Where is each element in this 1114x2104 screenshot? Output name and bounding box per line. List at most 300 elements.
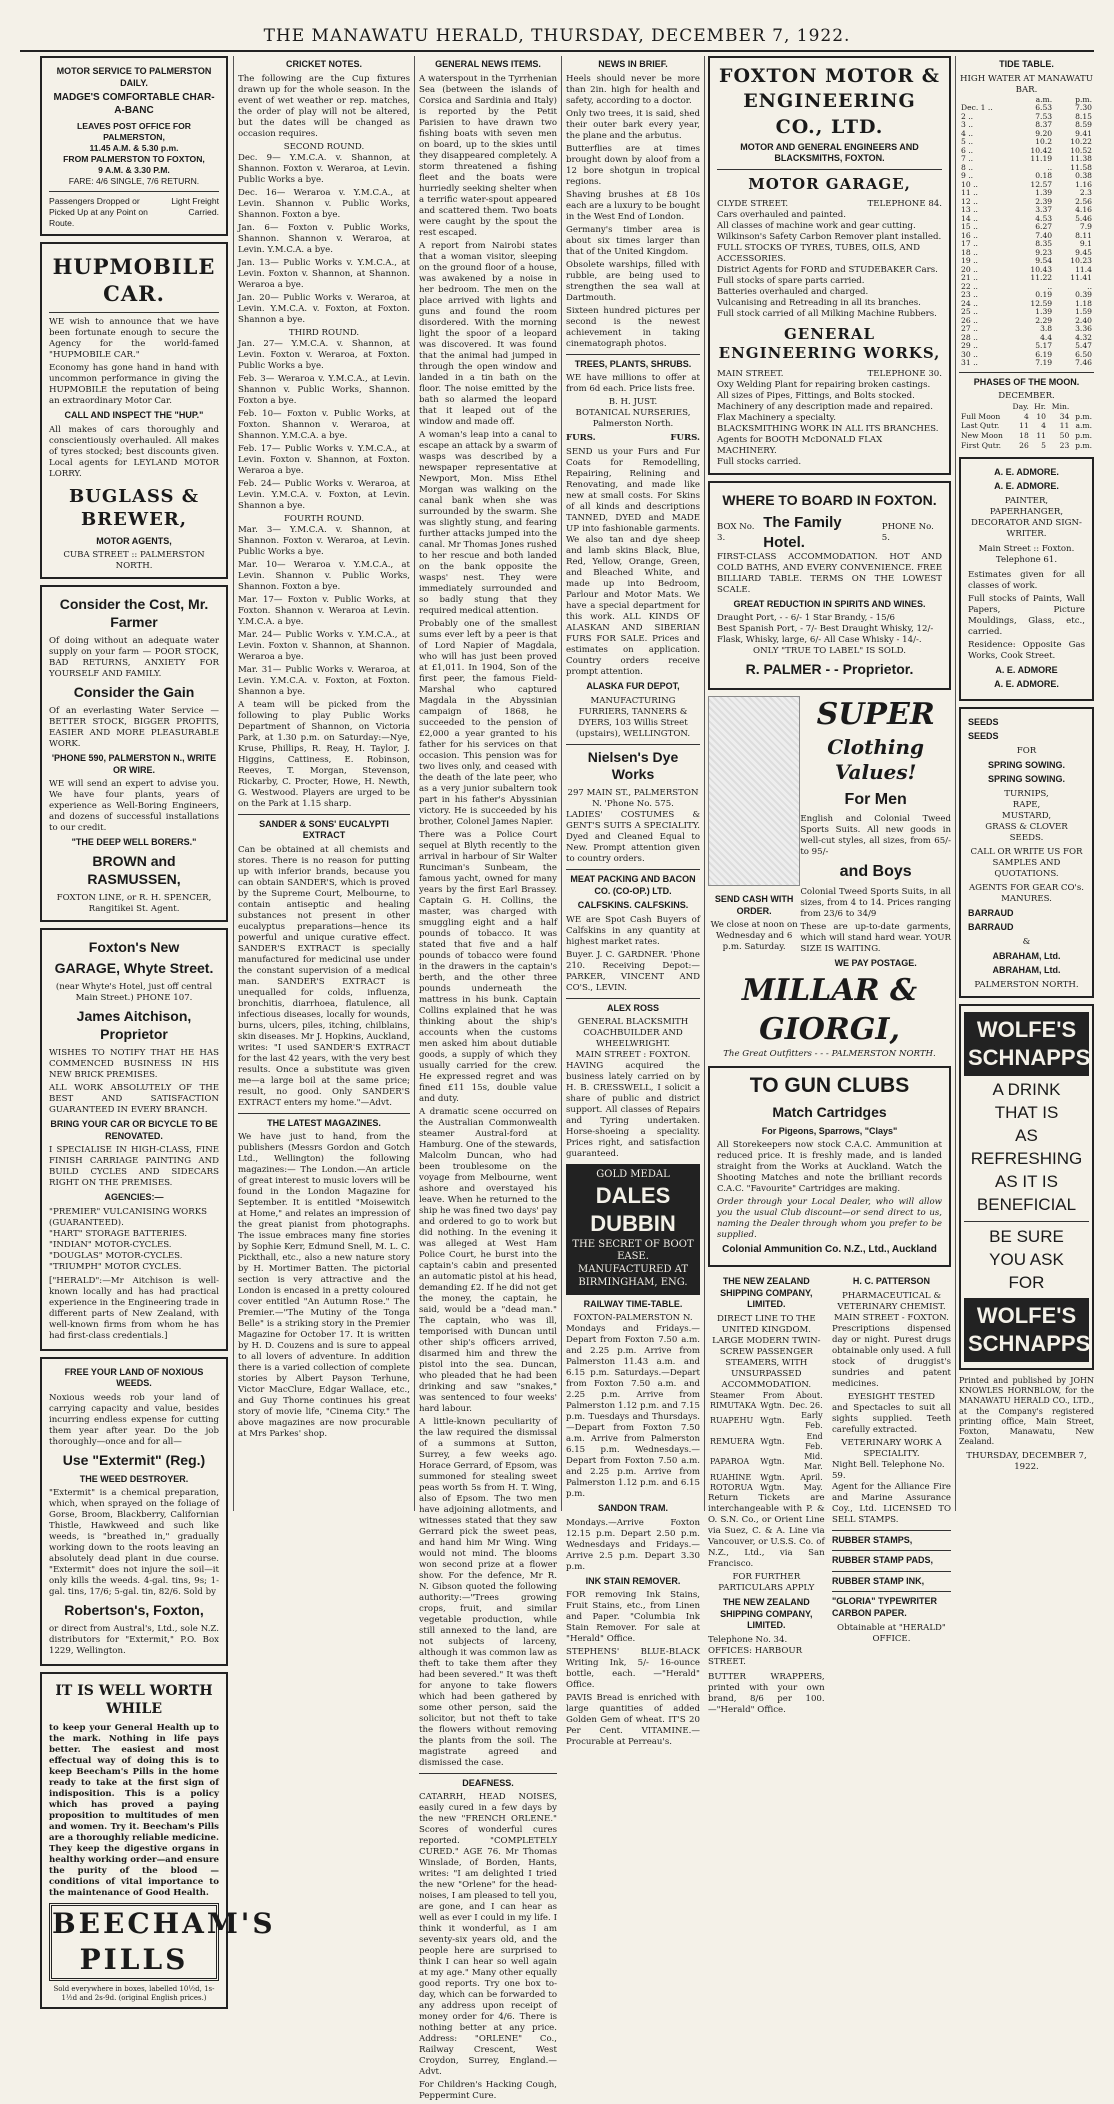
moon-row: First Qutr. 26 5 23 p.m.	[961, 440, 1092, 450]
ad-phone: TELEPHONE 30.	[867, 368, 942, 379]
dye-text: LADIES' COSTUMES & GENT'S SUITS A SPECIALITY. Dyed and Cleaned Equal to New. Prompt attention given to country orders.	[566, 810, 700, 865]
ad-title: GARAGE, Whyte Street.	[54, 960, 214, 977]
ad-text: FOR FURTHER PARTICULARS APPLY	[718, 1572, 815, 1594]
ad-title: SEEDS	[968, 731, 999, 742]
ross-text: HAVING acquired the business lately carried on by H. B. CRESSWELL, I solicit a share of public and district support. All classes of Repairs and Tyring undertaken. Horse-shoeing a speciality. Prices right, and satisfaction guaranteed.	[566, 1061, 700, 1160]
tide-row: 6 .. 10.42 10.52	[961, 145, 1092, 155]
ad-title: FREE YOUR LAND OF NOXIOUS WEEDS.	[64, 1366, 204, 1389]
ad-callout: GREAT REDUCTION IN SPIRITS AND WINES.	[733, 598, 926, 609]
table-row: ROTORUA Wgtn. May.	[710, 1482, 823, 1492]
ad-firm: BARRAUD	[968, 922, 1014, 933]
tide-row: 27 .. 3.8 3.36	[961, 324, 1092, 334]
ad-hours: We close at noon on Wednesday and 6 p.m. Saturday.	[710, 920, 798, 953]
stamp-item: RUBBER STAMPS,	[831, 1534, 913, 1545]
ad-line: BLACKSMITHING WORK IN ALL ITS BRANCHES.	[717, 423, 939, 434]
agency-item: "PREMIER" VULCANISING WORKS (GUARANTEED).	[49, 1206, 208, 1228]
moon-table: Day. Hr. Min. Full Moon 4 10 34 p.m. Last Qutr. 11 4 11 a.m. New Moon 18 11 50 p.m. First Qutr. 26 5 23 p.m.	[961, 402, 1092, 450]
tram-text: Mondays.—Arrive Foxton 12.15 p.m. Depart 2.50 p.m. Wednesdays and Fridays.—Arrive 2.5 p.m. Depart 3.30 p.m.	[566, 1517, 700, 1572]
seed-item: TURNIPS,	[1004, 788, 1049, 799]
ad-heading: GENERAL ENGINEERING WORKS,	[718, 325, 941, 363]
drink-text: A DRINK THAT IS AS REFRESHING AS IT IS BENEFICIAL	[970, 1080, 1083, 1214]
moon-row: Last Qutr. 11 4 11 a.m.	[961, 421, 1092, 431]
magazines-title: THE LATEST MAGAZINES.	[267, 1117, 381, 1128]
rail-sub: FOXTON-PALMERSTON N.	[573, 1313, 693, 1324]
ad-text: Colonial Tweed Sports Suits, in all sizes, from 4 to 14. Prices ranging from 23/6 to 34/9	[800, 886, 951, 919]
tide-row: 23 .. 0.19 0.39	[961, 290, 1092, 300]
news-foot: For Children's Hacking Cough, Peppermint Cure.	[419, 2080, 557, 2102]
tide-row: 5 .. 10.2 10.22	[961, 137, 1092, 147]
ad-title: Consider the Cost, Mr. Farmer	[59, 596, 209, 631]
ad-title: Consider the Gain	[73, 684, 195, 701]
ad-line: Full stock carried of all Milking Machine Rubbers.	[717, 309, 937, 320]
be-sure-text: BE SURE YOU ASK FOR	[989, 1226, 1064, 1292]
ad-text: and Spectacles to suit all sights supplied. Teeth carefully extracted.	[831, 1402, 951, 1435]
brief-item: Only two trees, it is said, shed their outer bark every year, the plane and the arbutus.	[566, 108, 700, 141]
fixture: Jan. 13— Public Works v. Y.M.C.A., at Levin. Foxton v. Shannon, at Shannon. Weraroa a bye.	[238, 257, 410, 290]
dales-dubbin-ad	[566, 1164, 700, 1294]
seed-item: RAPE,	[1012, 799, 1041, 810]
fixture: Feb. 10— Foxton v. Public Works, at Foxton. Shannon v. Weraroa, at Shannon. Y.M.C.A. a bye.	[238, 408, 410, 441]
ad-address: CLYDE STREET.	[717, 199, 789, 210]
round-heading: FOURTH ROUND.	[283, 513, 365, 524]
news-paragraph: There was a Police Court sequel at Blyth recently to the arrival in harbour of Sir Walter Runciman's Sunbeam, the famous yacht, owned for many years by the first Earl Brassey. Captain G. H. Collins, the master, was charged with smuggling eight and a half pounds of tobacco. It was stated that five and a half pounds of tobacco were found in the drawers in the captain's berth, and the other three pounds underneath the mattress in his bunk. Captain Collins explained that he was thinking about the ship's accounts when the customs men asked him about dutiable goods, a supply of which they usually carried for the crew. He expressed regret and was fined £11 15s, double value and duty.	[419, 829, 557, 1104]
ad-text: Economy has gone hand in hand with uncommon performance in giving the HUPMOBILE the reputation of being an extraordinary Motor Car.	[49, 363, 219, 407]
column-3	[419, 56, 557, 2104]
fixture: Mar. 24— Public Works v. Y.M.C.A., at Levin. Foxton v. Shannon, at Shannon. Weraroa a bye.	[238, 629, 410, 662]
ad-address: MAIN STREET.	[717, 368, 784, 379]
ross-name: ALEX ROSS	[606, 1002, 659, 1013]
ink-ad: STEPHENS' BLUE-BLACK Writing Ink, 5/- 16-ounce bottle, each. —"Herald" Office.	[566, 1647, 700, 1691]
ad-foot: Passengers Dropped or Picked Up at any Point on Route.	[49, 195, 148, 228]
ad-title: WHERE TO BOARD IN FOXTON.	[722, 491, 937, 508]
rail-title: RAILWAY TIME-TABLE.	[583, 1298, 683, 1309]
ad-product: Use "Extermit" (Reg.)	[62, 1451, 206, 1468]
furs-firm: ALASKA FUR DEPOT,	[586, 681, 680, 692]
furs-label: FURS.	[566, 433, 596, 444]
tide-title: TIDE TABLE.	[999, 59, 1054, 69]
ad-seller: Robertson's, Foxton,	[64, 1602, 204, 1619]
column-divider	[955, 56, 956, 1511]
table-row: RIMUTAKA Wgtn. Dec. 26.	[710, 1400, 823, 1410]
ad-text: All Storekeepers now stock C.A.C. Ammunition at reduced price. It is freshly made, and is landed straight from the Works at Auckland. Watch the Shooting Matches and note the brilliant records C.A.C. "Favourite" Cartridges are making.	[717, 1140, 942, 1195]
ad-for: FOR	[1016, 745, 1037, 756]
ad-text: Estimates given for all classes of work.	[968, 569, 1085, 591]
fixture: Dec. 16— Weraroa v. Y.M.C.A., at Levin. Shannon v. Public Works, Shannon. Foxton a bye.	[238, 187, 410, 220]
ad-name: A. E. ADMORE.	[994, 466, 1059, 477]
dales-text: THE SECRET OF BOOT EASE. MANUFACTURED AT BIRMINGHAM, ENG.	[572, 1238, 694, 1288]
well-borers-ad	[40, 585, 228, 921]
men-heading: For Men	[844, 790, 907, 808]
cricket-title: CRICKET NOTES.	[285, 59, 362, 69]
ad-title: TO GUN CLUBS	[749, 1074, 910, 1098]
meat-buyer: Buyer. J. C. GARDNER. 'Phone 210. Receiving Depot:— PARKER, VINCENT AND CO'S., LEVIN.	[566, 949, 700, 993]
beechams-ad	[40, 1672, 276, 2009]
ad-name: A. E. ADMORE.	[994, 679, 1059, 690]
ad-address: FOXTON LINE, or R. H. SPENCER, Rangitikei St. Agent.	[56, 892, 212, 914]
fixture: Jan. 6— Foxton v. Public Works, Shannon. Shannon v. Weraroa, at Levin. Y.M.C.A. a bye.	[238, 222, 410, 255]
ad-address: OFFICES: HARBOUR STREET.	[708, 1645, 803, 1667]
ad-text: WE wish to announce that we have been fortunate enough to secure the Agency for the world-famed "HUPMOBILE CAR."	[49, 317, 219, 361]
ad-line: Batteries overhauled and charged.	[717, 287, 869, 298]
values-heading: Clothing Values!	[827, 734, 925, 785]
agency-item: "HART" STORAGE BATTERIES.	[49, 1228, 187, 1239]
sanders-text: Can be obtained at all chemists and stores. There is no reason for putting up with inferior brands, because you can obtain SANDER'S, which is proved by the Supreme Court, Melbourne, to contain antiseptic and healing substances not present in other eucalyptus preparations—hence its powerful and unique curative effect. SANDER'S EXTRACT is specially manufactured for medicinal use under the constant supervision of a medical man. SANDER'S EXTRACT is unequalled for colds, influenza, bronchitis, diarrhoea, flatulence, all infectious diseases, locally for wounds, burns, ulcers, piles, itching, chilblains, skin diseases. Mr J. Hopkins, Auckland, writes: "I used SANDER'S EXTRACT for the last 42 years, with the very best results. Once a substitute was given me—a large boil at the same price; result, no good. Only SANDER'S EXTRACT enters my home."—Advt.	[238, 844, 410, 1108]
table-row: RUAHINE Wgtn. April.	[710, 1472, 823, 1482]
ad-line: Wilkinson's Safety Carbon Remover plant installed.	[717, 232, 942, 243]
ad-proprietor: James Aitchison, Proprietor	[76, 1008, 192, 1043]
column-4	[566, 56, 700, 1750]
tide-row: 20 .. 10.43 11.4	[961, 264, 1092, 274]
brief-item: Shaving brushes at £8 10s each are a luxury to be bought in the West End of London.	[566, 189, 700, 222]
fixture: Dec. 9— Y.M.C.A. v. Shannon, at Shannon. Foxton v. Weraroa, at Levin. Public Works a bye.	[238, 152, 410, 185]
brand-line: BEECHAM'S	[52, 1906, 276, 1940]
ad-text: AGENTS FOR GEAR CO's. MANURES.	[968, 882, 1085, 904]
ad-text: All makes of cars thoroughly and conscientiously overhauled. All makes of tyres stocked; best discounts given. Local agents for LEYLAND MOTOR LORRY.	[49, 424, 219, 479]
ad-firm: Colonial Ammunition Co. N.Z., Ltd., Auckland	[722, 1244, 937, 1256]
wrappers-ad: BUTTER WRAPPERS, printed with your own brand, 8/6 per 100. —"Herald" Office.	[708, 1671, 825, 1715]
tide-row: 30 .. 6.19 6.50	[961, 349, 1092, 359]
motor-service-ad	[40, 56, 228, 236]
ad-address: PALMERSTON NORTH.	[974, 979, 1079, 990]
ad-line: LEAVES POST OFFICE FOR PALMERSTON,	[77, 120, 191, 142]
tide-row: 17 .. 8.35 9.1	[961, 239, 1092, 249]
seed-item: GRASS & CLOVER SEEDS.	[985, 821, 1068, 843]
schnapps-logo: WOLFE'S SCHNAPPS	[964, 1012, 1089, 1076]
fixture: Mar. 10— Weraroa v. Y.M.C.A., at Levin. Shannon v. Public Works, Shannon. Foxton a bye.	[238, 559, 410, 592]
stamp-item: RUBBER STAMP INK,	[831, 1575, 925, 1586]
ad-title: CO., LTD.	[775, 115, 884, 138]
ad-firm: BUGLASS & BREWER,	[68, 485, 200, 530]
column-6	[959, 56, 1094, 1473]
tide-row: 26 .. 2.29 2.40	[961, 315, 1092, 325]
beechams-logo	[49, 1903, 276, 1981]
masthead-rule	[20, 50, 1094, 52]
ad-callout: SEND CASH WITH ORDER.	[714, 894, 794, 916]
furs-text: SEND us your Furs and Fur Coats for Remodelling, Repairing, Relining and Renovating, and made like new at small costs. For Skins of all kinds and descriptions TANNED, DYED and MADE UP into fashionable garments. We also tan and dye sheep and lamb skins Black, Blue, Red, Yellow, Orange, Green, and Bleached White, and made up into Bedroom, Parlour and Motor Mats. We have a special department for this work. ALL KINDS OF ALASKAN AND SIBERIAN FURS FOR SALE. Prices and estimates on application. Country orders receive prompt attention.	[566, 447, 700, 678]
agency-item: "TRIUMPH" MOTOR CYCLES.	[49, 1261, 182, 1272]
tide-row: 2 .. 7.53 8.15	[961, 111, 1092, 121]
ad-line: Vulcanising and Retreading in all its branches.	[717, 298, 921, 309]
ink-title: INK STAIN REMOVER.	[585, 1575, 681, 1586]
ad-heading: MOTOR GARAGE,	[748, 174, 911, 193]
ad-text: to keep your General Health up to the mark. Nothing in life pays better. The easiest and most effectual way of doing this is to keep Beecham's Pills in the home ready to take at the first sign of indisposition. This is a policy which has proved a paying proposition to multitudes of men and women. Try it. Beecham's Pills are a thoroughly reliable medicine. They keep the digestive organs in healthy working order—and ensure the purity of the blood — conditions of vital importance to the maintenance of Good Health.	[49, 1722, 219, 1898]
patterson-ad	[832, 1273, 951, 1717]
news-paragraph: A woman's leap into a canal to escape an attack by a swarm of wasps was described by a newspaper representative at Newport, Mon. Miss Ethel Morgan was walking on the canal bank when she was surrounded by the swarm. She was slightly stung, and fearing further attacks jumped into the canal. Mr Thomas Jones rushed to her rescue and both landed on the bank opposite the wasps' nest. They were immediately surrounded and so badly stung that they required medical attention.	[419, 429, 557, 616]
tide-row: Dec. 1 .. 6.53 7.30	[961, 103, 1092, 113]
tide-row: 11 .. 1.39 2.3	[961, 188, 1092, 198]
team-note: A team will be picked from the following to play Public Works Department of Shannon, on Victoria Park, at 1.30 p.m. on Saturday:—Nye, Kruse, Phillips, R. Reay, H. Taylor, J. Higgins, Cattiness, E. Robinson, Reeves, T. Morgan, Stevenson, Rickarby, C. Procter, Howe, H. Newth, G. Westwood. Players are urged to be on the Park at 1.15 sharp.	[238, 699, 410, 809]
ad-phone: Telephone 61.	[995, 554, 1058, 565]
ad-text: I SPECIALISE IN HIGH-CLASS, FINE FINISH CARRIAGE PAINTING AND BUILD CYCLES AND SIDECARS RIGHT ON THE PREMISES.	[49, 1145, 219, 1189]
ad-firm: ABRAHAM, Ltd.	[992, 950, 1061, 961]
tide-row: 25 .. 1.39 1.59	[961, 307, 1092, 317]
furs-sub: MANUFACTURING FURRIERS, TANNERS & DYERS, 103 Willis Street (upstairs), WELLINGTON.	[575, 695, 691, 739]
ross-sub: GENERAL BLACKSMITH COACHBUILDER AND WHEELWRIGHT.	[577, 1017, 689, 1050]
millar-giorgi-ad	[708, 696, 951, 1060]
ad-foot: Sold everywhere in boxes, labelled 10½d, 1s-1½d and 2s-9d. (original English prices.)	[53, 1984, 215, 2002]
tide-row: 21 .. 11.22 11.41	[961, 273, 1092, 283]
deafness-title: DEAFNESS.	[462, 1777, 514, 1788]
general-news-title: GENERAL NEWS ITEMS.	[435, 59, 541, 69]
ad-sub: Match Cartridges	[772, 1103, 887, 1120]
ad-text: These are up-to-date garments, which will stand hard wear. YOUR SIZE IS WAITING.	[800, 921, 951, 954]
tide-sub: HIGH WATER AT MANAWATU BAR.	[959, 73, 1094, 95]
ad-text: Full stocks of Paints, Wall Papers, Picture Mouldings, Glass, etc., carried.	[968, 593, 1085, 637]
tide-row: 8 .. .. 11.58	[961, 162, 1092, 172]
news-paragraph: A little-known peculiarity of the law required the dismissal of a summons at Sutton, Surrey, a few weeks ago. Horace Gerrard, of Epsom, was summoned for stealing sweet peas worth 5s from H. T. Wing, also of Epsom. The two men have adjoining allotments, and witnesses stated that they saw Gerrard pick the sweet peas, and hand him Mr Wing. Wing would not mind. The blooms won second prize at a flower show. For the defence, Mr R. N. Gibson quoted the following authority:—"Trees growing crops, fruit, and similar vegetable production, while still annexed to the land, are not subjects of larceny, although it was common law as theft to take them after they had been severed." It was theft for anyone to take flowers which had been gathered by some other person, said the solicitor, but not theft to take the flowers without removing the plants from the soil. The magistrate agreed and dismissed the case.	[419, 1416, 557, 1768]
brief-item: Obsolete warships, filled with rubble, are being used to strengthen the sea wall at Dartmouth.	[566, 259, 700, 303]
moon-title: PHASES OF THE MOON.	[973, 376, 1080, 387]
ad-firm: ABRAHAM, Ltd.	[992, 965, 1061, 976]
ad-text: WISHES TO NOTIFY THAT HE HAS COMMENCED BUSINESS IN HIS NEW BRICK PREMISES.	[49, 1048, 219, 1081]
moon-row: Full Moon 4 10 34 p.m.	[961, 411, 1092, 421]
ad-sub: DIRECT LINE TO THE UNITED KINGDOM.	[716, 1313, 816, 1335]
ad-motto: "THE DEEP WELL BORERS."	[71, 837, 197, 848]
ad-title: SEEDS	[968, 716, 999, 727]
ad-box: BOX No. 3.	[717, 521, 755, 543]
ad-callout: VETERINARY WORK A SPECIALITY.	[841, 1437, 942, 1459]
table-row: REMUERA Wgtn. End Feb.	[710, 1431, 823, 1451]
ad-firm: THE NEW ZEALAND SHIPPING COMPANY, LIMITED.	[720, 1597, 813, 1631]
brief-item: Sixteen hundred pictures per second is the newest achievement in taking cinematograph photos.	[566, 305, 700, 349]
foxton-motor-ad	[708, 56, 951, 475]
ad-title: THE NEW ZEALAND SHIPPING COMPANY, LIMITED.	[720, 1276, 813, 1310]
super-heading: SUPER	[816, 697, 935, 733]
wolfes-schnapps-ad	[959, 1004, 1094, 1370]
ross-address: MAIN STREET : FOXTON.	[575, 1050, 691, 1061]
ad-address: CUBA STREET :: PALMERSTON NORTH.	[63, 550, 205, 572]
ad-sub: SPRING SOWING.	[987, 759, 1065, 770]
ad-phone: 'PHONE 590, PALMERSTON N., WRITE OR WIRE.	[51, 753, 217, 775]
tide-row: 16 .. 7.40 8.11	[961, 230, 1092, 240]
ad-sub: MOTOR AGENTS,	[96, 535, 172, 546]
family-hotel-ad	[708, 481, 951, 691]
fixture: Mar. 31— Public Works v. Weraroa, at Levin. Y.M.C.A. v. Foxton, at Foxton. Shannon a bye.	[238, 664, 410, 697]
dales-medal: GOLD MEDAL	[596, 1169, 670, 1181]
ad-text: Residence: Opposite Gas Works, Cook Street.	[968, 639, 1085, 661]
dye-works-title: Nielsen's Dye Works	[587, 748, 679, 783]
tide-row: 22 .. .. ..	[961, 281, 1092, 291]
column-2	[238, 56, 410, 1442]
ad-address: Main Street :: Foxton.	[978, 543, 1075, 554]
ad-text: English and Colonial Tweed Sports Suits. All new goods in well-cut styles, all sizes, from 65/- to 95/-	[800, 814, 951, 858]
news-paragraph: Probably one of the smallest sums ever left by a peer is that of Lord Napier of Magdala, who will has just been proved at £1,011. In 1904, Son of the first peer, the famous Field-Marshal who captured Magdala in the Abyssinian campaign of 1868, he succeeded to the pension of £2,000 a year granted to his father for his services on that occasion. This pension was for two lives only, and ceased with the death of the late peer, who as a very junior subaltern took part in his father's Abyssinian victory. He is succeeded by his brother, Colonel James Napier.	[419, 618, 557, 827]
trees-sub: BOTANICAL NURSERIES, Palmerston North.	[575, 408, 691, 430]
ad-firm: &	[1022, 936, 1031, 947]
ad-text: Noxious weeds rob your land of carrying capacity and value, besides incurring endless expense for cutting them year after year. Do the job thoroughly—once and for all—	[49, 1392, 219, 1447]
ad-callout: CALL AND INSPECT THE "HUP."	[64, 410, 204, 421]
ad-sub: PHARMACEUTICAL & VETERINARY CHEMIST.	[837, 1290, 946, 1312]
price-line: Best Spanish Port, - 7/- Best Draught Whisky, 12/-	[717, 624, 934, 635]
brand-line: PILLS	[79, 1942, 189, 1976]
price-line: Flask, Whisky, large, 6/- All Case Whisky - 14/-.	[717, 635, 922, 646]
ad-title: MOTOR SERVICE TO PALMERSTON DAILY.	[56, 66, 212, 88]
ad-text: FIRST-CLASS ACCOMMODATION. HOT AND COLD BATHS, AND EVERY CONVENIENCE. FREE BILLIARD TABLE. TERMS ON THE LOWEST SCALE.	[717, 551, 942, 595]
sanders-title: SANDER & SONS' EUCALYPTI EXTRACT	[259, 818, 389, 841]
fixture: Jan. 20— Public Works v. Weraroa, at Levin. Y.M.C.A. v. Foxton, at Foxton. Shannon a bye.	[238, 292, 410, 325]
tide-row: 13 .. 3.37 4.16	[961, 205, 1092, 215]
ad-name: A. E. ADMORE	[995, 664, 1058, 675]
cricket-intro: The following are the Cup fixtures drawn up for the whole season. In the event of wet weather or rep. matches, the order of play will not be altered, but the dates will be changed as occasion requires.	[238, 73, 410, 139]
ad-sub: MOTOR AND GENERAL ENGINEERS AND BLACKSMITHS, FOXTON.	[740, 141, 919, 164]
masthead: THE MANAWATU HERALD, THURSDAY, DECEMBER 7, 1922.	[263, 26, 851, 46]
ad-note: ONLY "TRUE TO LABEL" IS SOLD.	[753, 646, 906, 657]
ad-phone: TELEPHONE 84.	[867, 199, 942, 210]
ad-note: ["HERALD":—Mr Aitchison is well-known locally and has had practical experience in the Engineering trade in different parts of New Zealand, with well-known firms from whom he has had first-class credentials.]	[49, 1275, 219, 1341]
ad-callout: BRING YOUR CAR OR BICYCLE TO BE RENOVATED.	[50, 1119, 218, 1141]
magazines-text: We have just to hand, from the publishers (Messrs Gordon and Gotch Ltd., Wellington) the following magazines:— The London.—An article of great interest to music lovers will be found in the London Magazine for September. It is entitled "Moisewitch at Home," and relates an impression of the great pianist from photographs. The issue embraces many fine stories by Sophie Kerr, Edmund Snell, M. L. C. Pickthall, etc., also a new nature story by H. Mortimer Batten. The pictorial section is very attractive and the London is encased in a pretty coloured cover entitled "An Autumn Rose." The Premier.—"The Mutiny of the Tonga Belle" is a striking story in the Premier Magazine for October 17. It is written by H. D. Couzens and is sure to appeal to all lovers of adventure. In addition there is a varied collection of complete stories by Albert Payson Terhune, Victor MacClure, Edgar Wallace, etc., and Guy Thorne continues his great story of movie life, "Cinema City." The above magazines are now procurable at Mrs Parkes' shop.	[238, 1132, 410, 1440]
ad-callout: EYESIGHT TESTED	[847, 1391, 936, 1402]
hotel-name: The Family Hotel.	[763, 514, 842, 551]
ad-text: Agent for the Alliance Fire and Marine Assurance Coy., Ltd. LICENSED TO SELL STAMPS.	[831, 1481, 951, 1525]
ad-line: Cars overhauled and painted.	[717, 210, 847, 221]
footer-date: THURSDAY, DECEMBER 7, 1922.	[966, 1450, 1087, 1472]
column-divider	[414, 56, 415, 1511]
ad-text: "Extermit" is a chemical preparation, which, when sprayed on the foliage of Gorse, Broom, Blackberry, Californian Thistle, Hawkweed and such like weeds, is "breathed in," gradually working down to the roots leaving an absolutely dead plant in due course. "Extermit" does not injure the soil—it only kills the weeds. 4-gal. tins, 9s; 1-gal. tins, 17/6; 5-gal. tin, 82/6. Sold by	[49, 1488, 219, 1598]
moon-row: New Moon 18 11 50 p.m.	[961, 431, 1092, 441]
ad-title: IT IS WELL WORTH WHILE	[55, 1683, 213, 1717]
suit-illustration	[708, 696, 800, 886]
column-5	[708, 56, 951, 1718]
fixture: Mar. 3— Y.M.C.A. v. Shannon, at Shannon. Foxton v. Weraroa, at Levin. Public Works a bye.	[238, 524, 410, 557]
ad-for: For Pigeons, Sparrows, "Clays"	[761, 1125, 898, 1136]
ad-line: 11.45 A.M. & 5.30 p.m.	[89, 142, 179, 153]
boys-heading: and Boys	[839, 863, 912, 881]
ad-name: MADGE'S COMFORTABLE CHAR-A-BANC	[53, 92, 215, 116]
ad-name: A. E. ADMORE.	[994, 481, 1059, 492]
brief-item: Germany's timber area is about six times larger than that of the United Kingdom.	[566, 224, 700, 257]
column-1	[40, 56, 276, 2015]
gun-clubs-ad	[708, 1066, 951, 1267]
schnapps-logo: WOLFE'S SCHNAPPS	[964, 1298, 1089, 1362]
tide-row: 3 .. 8.37 8.59	[961, 120, 1092, 130]
ad-line: Agents for BOOTH McDONALD FLAX MACHINERY.	[717, 434, 883, 456]
imprint: Printed and published by JOHN KNOWLES HORNBLOW, for the MANAWATU HERALD CO., LTD., at the Company's registered printing office, Main Street, Foxton, Manawatu, New Zealand.	[959, 1375, 1094, 1447]
ad-text: Order through your Local Dealer, who will allow you the usual Club discount—or send direct to us, naming the Dealer through whom you prefer to be supplied.	[717, 1197, 942, 1241]
ad-text: ALL WORK ABSOLUTELY OF THE BEST AND SATISFACTION GUARANTEED IN EVERY BRANCH.	[49, 1083, 219, 1116]
ad-note: Obtainable at "HERALD" OFFICE.	[837, 1623, 946, 1645]
tide-row: 31 .. 7.19 7.46	[961, 358, 1092, 368]
tide-row: 18 .. 9.23 9.45	[961, 247, 1092, 257]
ad-firm: BROWN and RASMUSSEN,	[87, 852, 181, 887]
seed-item: MUSTARD,	[1001, 810, 1052, 821]
agency-item: "DOUGLAS" MOTOR-CYCLES.	[49, 1250, 183, 1261]
ad-phone: Telephone No. 34.	[708, 1634, 788, 1645]
ad-line: Oxy Welding Plant for repairing broken castings.	[717, 379, 931, 390]
hupmobile-ad	[40, 242, 228, 580]
admore-ad	[959, 457, 1094, 701]
ad-text: Return Tickets are interchangeable with P. & O. S.N. Co., or Orient Line via Suez, C. & A. Line via Vancouver, or U.S.S. Co. of N.Z., Ltd., via San Francisco.	[708, 1493, 825, 1570]
tide-row: 7 .. 11.19 11.38	[961, 154, 1092, 164]
tide-row: 10 .. 12.57 1.16	[961, 179, 1092, 189]
ad-foot: Light Freight Carried.	[171, 195, 219, 217]
ad-agencies: AGENCIES:—	[104, 1192, 164, 1203]
agency-list	[49, 1207, 219, 1273]
news-brief-title: NEWS IN BRIEF.	[598, 59, 668, 69]
meat-text: WE are Spot Cash Buyers of Calfskins in any quantity at highest market rates.	[566, 914, 700, 947]
news-paragraph: A report from Nairobi states that a woman visitor, sleeping on the ground floor of a house, was awakened by a noise in her bedroom. The men on the place arrived with lights and guns and found the room disordered. With the morning light the spoor of a leopard was discovered. It was found that the animal had jumped in through the open window and landed in a tin bath on the floor. The noise emitted by the bath so alarmed the leopard that it leaped out of the window and made off.	[419, 240, 557, 427]
ad-title: HUPMOBILE CAR.	[52, 253, 216, 306]
bread-ad: PAVIS Bread is enriched with large quantities of added Golden Gem of wheat. IT'S 20 Per Cent. VITAMINE.—Procurable at Perreau's.	[566, 1693, 700, 1748]
fixture: Feb. 24— Public Works v. Weraroa, at Levin. Y.M.C.A. v. Foxton, at Levin. Shannon a bye.	[238, 478, 410, 511]
ad-text: WE will send an expert to advise you. We have four plants, years of experience as Well-Boring Engineers, and dozens of successful installations to our credit.	[49, 779, 219, 834]
furs-label: FURS.	[670, 433, 700, 444]
ad-callout: WE PAY POSTAGE.	[834, 957, 917, 968]
brief-item: Heels should never be more than 2in. high for health and safety, according to a doctor.	[566, 73, 700, 106]
ad-text: LARGE MODERN TWIN-SCREW PASSENGER STEAMERS, WITH UNSURPASSED ACCOMMODATION.	[712, 1335, 821, 1390]
news-paragraph: A dramatic scene occurred on the Australian Commonwealth steamer Austral-ford at Hamburg. One of the stewards, Malcolm Duncan, who had been troublesome on the voyage from Melbourne, went ashore and overstayed his leave. When he returned to the ship he was fined two days' pay and ordered to go to work but did nothing. In the evening it was alleged at West Ham Police Court, he burst into the captain's cabin and presented an automatic pistol at his head, demanding £2. If he did not get the money, the captain, he said, would be a "dead man." The captain, who was ill, temporised with Duncan until other ship's officers arrived, disarmed him and threw the pistol into the sea. Duncan, who pleaded that he had been drinking and saw "snakes," was sentenced to four weeks' hard labour.	[419, 1106, 557, 1414]
tide-row: 24 .. 12.59 1.18	[961, 298, 1092, 308]
ad-location: (near Whyte's Hotel, just off central Main Street.) PHONE 107.	[55, 982, 213, 1004]
ad-line: Machinery of any description made and repaired. Flax Machinery a specialty.	[717, 401, 933, 423]
ad-phone: PHONE No. 5.	[881, 521, 934, 543]
ad-text: Prescriptions dispensed day or night. Purest drugs obtainable only used. A full stock of druggist's sundries and patent medicines.	[831, 1323, 951, 1389]
table-row: PAPAROA Wgtn. Mid. Mar.	[710, 1452, 823, 1472]
tide-row: 12 .. 2.39 2.56	[961, 196, 1092, 206]
tide-row: 19 .. 9.54 10.23	[961, 256, 1092, 266]
calfskins: CALFSKINS. CALFSKINS.	[577, 900, 689, 911]
seeds-ad	[959, 707, 1094, 998]
tide-row: 14 .. 4.53 5.46	[961, 213, 1092, 223]
ad-title: FOXTON MOTOR &	[719, 65, 940, 87]
dales-name: DALES DUBBIN	[590, 1183, 676, 1237]
extermit-ad	[40, 1357, 228, 1666]
fixture: Feb. 3— Weraroa v. Y.M.C.A., at Levin. Shannon v. Public Works, Shannon. Foxton a bye.	[238, 373, 410, 406]
column-divider	[704, 56, 705, 1511]
stamp-item: "GLORIA" TYPEWRITER CARBON PAPER.	[831, 1596, 937, 1618]
news-paragraph: A waterspout in the Tyrrhenian Sea (between the islands of Corsica and Sardinia and Italy) is reported by the Petit Parisien to have drawn two fishing boats with seven men on board, up to the skies until they disappeared completely. A storm threatened a fishing fleet and the boats were hurriedly seeking shelter when a terrific water-spout appeared and scattered them. Two boats were caught by the spout the rest escaped.	[419, 73, 557, 238]
ad-text: CALL OR WRITE US FOR SAMPLES AND QUOTATIONS.	[970, 846, 1083, 879]
deafness-text: CATARRH, HEAD NOISES, easily cured in a few days by the new "FRENCH ORLENE." Scores of wonderful cures reported. "COMPLETELY CURED." AGE 76. Mr Thomas Winslade, of Borden, Hants, writes: "I am delighted I tried the new "Orlene" for the head-noises, I am pleased to tell you, are gone, and I can hear as well as ever I could in my life. I think it wonderful, as I am seventy-six years old, and the people here are surprised to think I can hear so well again at my age." Many other equally good reports. Try one box to-day, which can be forwarded to any address upon receipt of money order for 4/6. There is nothing better at any price. Address: "ORLENE" Co., Railway Crescent, West Croydon, Surrey, England.—Advt.	[419, 1792, 557, 2078]
moon-month: DECEMBER.	[998, 391, 1055, 402]
fixture: Mar. 17— Foxton v. Public Works, at Foxton. Shannon v. Weraroa at Levin. Y.M.C.A. a bye.	[238, 594, 410, 627]
ad-line: FROM PALMERSTON TO FOXTON,	[63, 153, 205, 164]
ad-title: H. C. PATTERSON	[852, 1276, 931, 1287]
column-divider	[561, 56, 562, 1511]
ad-firm: BARRAUD	[968, 907, 1014, 918]
tide-row: 15 .. 6.27 7.9	[961, 222, 1092, 232]
brief-item: Butterflies are at times brought down by aloof from a 12 bore shotgun in tropical regions.	[566, 143, 700, 187]
shipping-ad	[708, 1273, 825, 1717]
stamp-item: RUBBER STAMP PADS,	[831, 1555, 933, 1566]
ad-title: Foxton's New	[88, 938, 180, 955]
trees-text: WE have millions to offer at from 6d each. Price lists free.	[566, 373, 700, 395]
sailings-table: Steamer From About. RIMUTAKA Wgtn. Dec. 26. RUAPEHU Wgtn. Early Feb. REMUERA Wgtn. End Feb. PAPAROA Wgtn. Mid. Mar. RUAHINE Wgtn. April. ROTORUA Wgtn. May.	[710, 1390, 823, 1492]
ad-text: Of an everlasting Water Service — BETTER STOCK, BIGGER PROFITS, EASIER AND MORE PLEASURABLE WORK.	[49, 706, 219, 750]
round-heading: SECOND ROUND.	[283, 141, 365, 152]
fixture: Feb. 17— Public Works v. Y.M.C.A., at Levin. Foxton v. Shannon, at Foxton. Weraroa a bye.	[238, 443, 410, 476]
trees-title: TREES, PLANTS, SHRUBS.	[574, 358, 692, 369]
ad-fare: FARE: 4/6 SINGLE, 7/6 RETURN.	[68, 175, 200, 186]
ad-title: ENGINEERING	[743, 90, 916, 113]
ad-text: Of doing without an adequate water supply on your farm — POOR STOCK, BAD RETURNS, ANXIETY FOR YOURSELF AND FAMILY.	[49, 636, 219, 680]
ad-address: MAIN STREET - FOXTON.	[834, 1312, 949, 1323]
ad-line: Full stocks carried.	[717, 456, 802, 467]
ad-phone: Night Bell. Telephone No. 59.	[831, 1459, 945, 1481]
ad-text: or direct from Austral's, Ltd., sole N.Z. distributors for "Extermit," P.O. Box 1229, Wellington.	[49, 1624, 219, 1657]
ink-text: FOR removing Ink Stains, Fruit Stains, etc., from Linen and Paper. "Columbia Ink Stain Remover. For sale at "Herald" Office.	[566, 1590, 700, 1645]
ad-trade: PAINTER, PAPERHANGER, DECORATOR AND SIGN-WRITER.	[971, 495, 1082, 539]
ad-sub: THE WEED DESTROYER.	[79, 1473, 189, 1484]
tide-row: 4 .. 9.20 9.41	[961, 128, 1092, 138]
fixture: Jan. 27— Y.M.C.A. v. Shannon, at Levin. Foxton v. Weraroa, at Foxton. Public Works a bye.	[238, 338, 410, 371]
round-heading: THIRD ROUND.	[288, 327, 360, 338]
ad-line: District Agents for FORD and STUDEBAKER Cars. Full stocks of spare parts carried.	[717, 265, 938, 287]
ad-line: All sizes of Pipes, Fittings, and Bolts stocked.	[717, 390, 915, 401]
tide-row: 28 .. 4.4 4.32	[961, 332, 1092, 342]
ad-line: 9 A.M. & 3.30 P.M.	[98, 164, 170, 175]
table-row: RUAPEHU Wgtn. Early Feb.	[710, 1411, 823, 1431]
